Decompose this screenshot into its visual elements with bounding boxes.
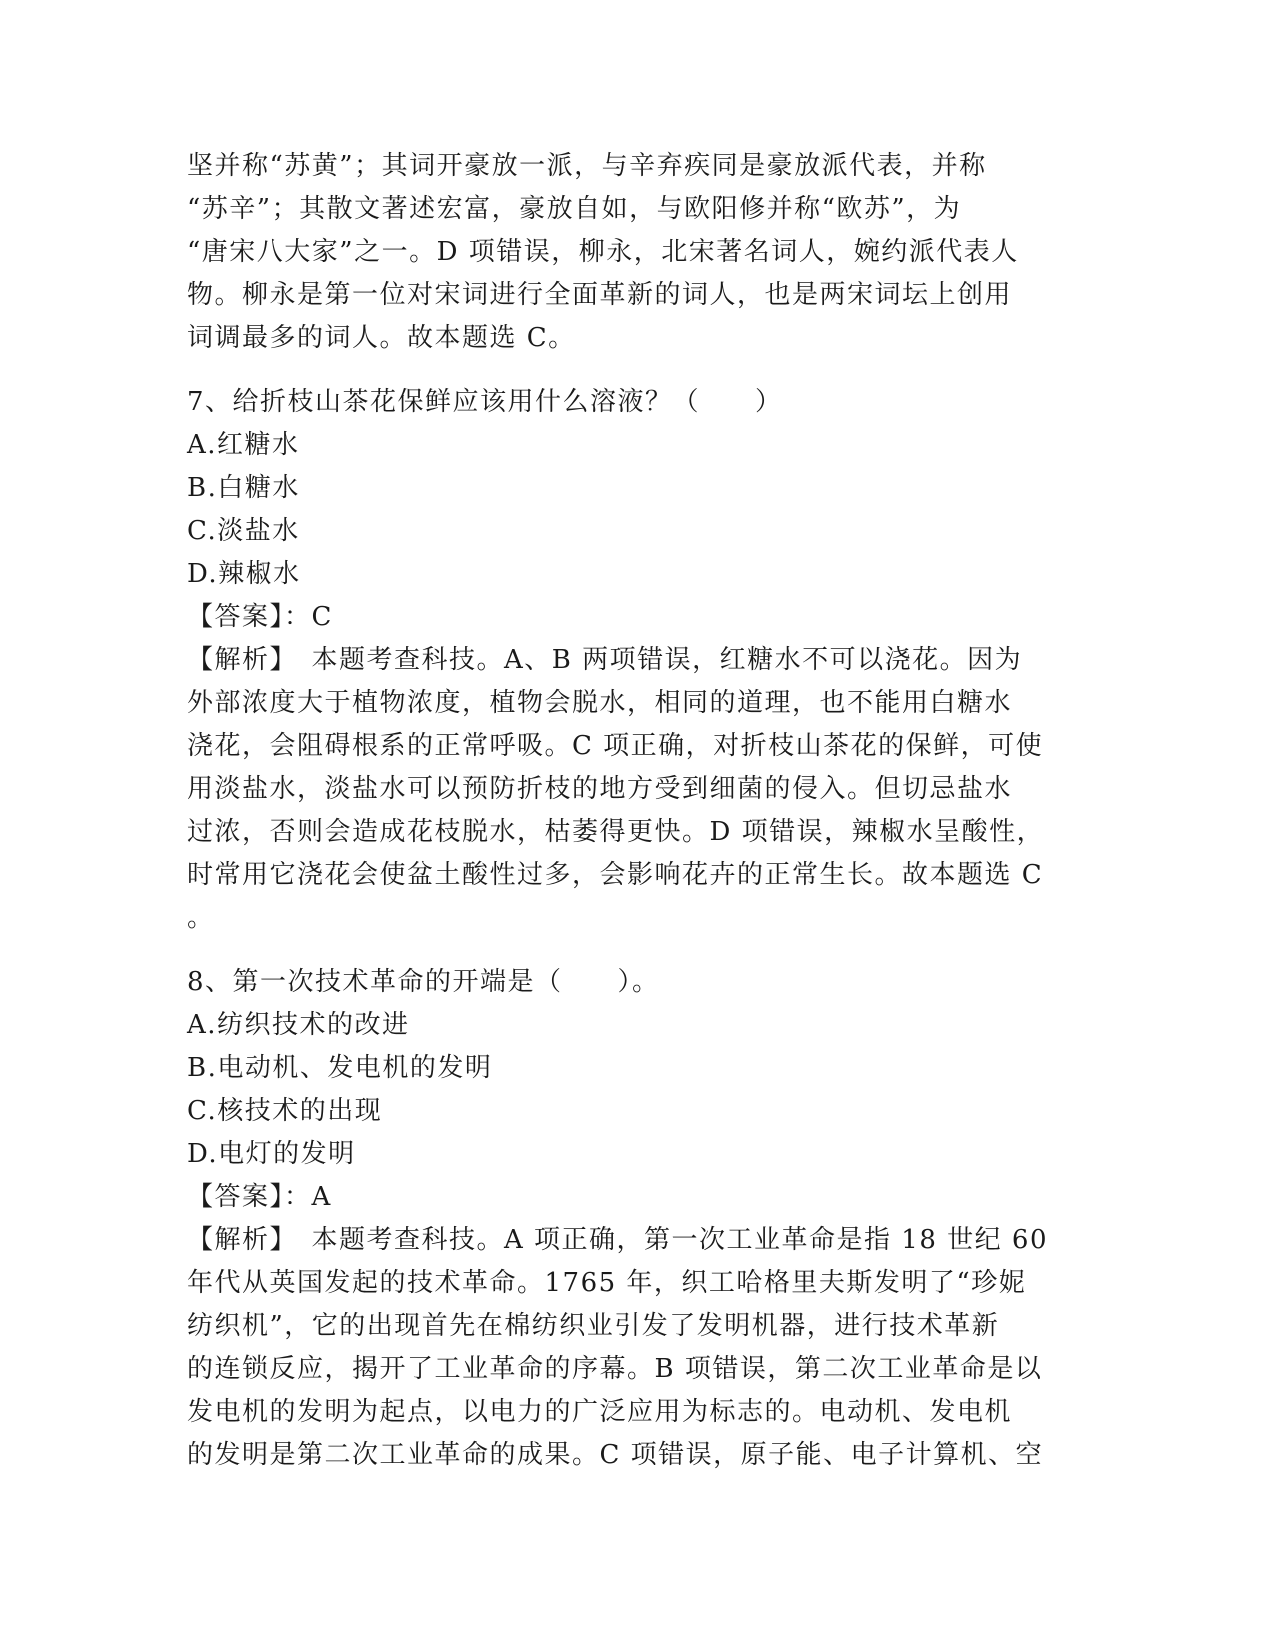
explanation-line: “唐宋八大家”之一。D 项错误，柳永，北宋著名词人，婉约派代表人: [187, 237, 1019, 267]
option-d: D.电灯的发明: [187, 1139, 356, 1169]
explanation-line: 发电机的发明为起点，以电力的广泛应用为标志的。电动机、发电机: [187, 1397, 1013, 1427]
question-8: [187, 961, 1087, 1477]
section-gap: [187, 360, 1087, 381]
explanation-line: 过浓，否则会造成花枝脱水，枯萎得更快。D 项错误，辣椒水呈酸性，: [187, 817, 1045, 847]
explanation-line: 词调最多的词人。故本题选 C。: [187, 323, 576, 353]
explanation-line: 时常用它浇花会使盆土酸性过多，会影响花卉的正常生长。故本题选 C: [187, 860, 1044, 890]
explanation-line: 【解析】 本题考查科技。A、B 两项错误，红糖水不可以浇花。因为: [187, 645, 1023, 675]
question-text: 7、给折枝山茶花保鲜应该用什么溶液？（ ）: [187, 387, 783, 417]
explanation-line: 年代从英国发起的技术革命。1765 年，织工哈格里夫斯发明了“珍妮: [187, 1268, 1027, 1298]
previous-explanation: [187, 145, 1087, 360]
explanation-line: 的发明是第二次工业革命的成果。C 项错误，原子能、电子计算机、空: [187, 1440, 1044, 1470]
explanation-line: 用淡盐水，淡盐水可以预防折枝的地方受到细菌的侵入。但切忌盐水: [187, 774, 1013, 804]
option-c: C.淡盐水: [187, 516, 300, 546]
option-b: B.电动机、发电机的发明: [187, 1053, 493, 1083]
explanation-line: 物。柳永是第一位对宋词进行全面革新的词人，也是两宋词坛上创用: [187, 280, 1013, 310]
explanation-line: “苏辛”；其散文著述宏富，豪放自如，与欧阳修并称“欧苏”，为: [187, 194, 962, 224]
explanation-line: 的连锁反应，揭开了工业革命的序幕。B 项错误，第二次工业革命是以: [187, 1354, 1043, 1384]
option-a: A.纺织技术的改进: [187, 1010, 410, 1040]
explanation-line: 【解析】 本题考查科技。A 项正确，第一次工业革命是指 18 世纪 60: [187, 1225, 1049, 1255]
option-d: D.辣椒水: [187, 559, 301, 589]
page-content: [187, 145, 1087, 1477]
question-7: [187, 381, 1087, 940]
section-gap: [187, 940, 1087, 961]
explanation-line: 浇花，会阻碍根系的正常呼吸。C 项正确，对折枝山茶花的保鲜，可使: [187, 731, 1044, 761]
option-c: C.核技术的出现: [187, 1096, 383, 1126]
question-text: 8、第一次技术革命的开端是（ ）。: [187, 967, 660, 997]
option-b: B.白糖水: [187, 473, 300, 503]
option-a: A.红糖水: [187, 430, 300, 460]
explanation-line: 外部浓度大于植物浓度，植物会脱水，相同的道理，也不能用白糖水: [187, 688, 1013, 718]
answer-line: 【答案】：C: [187, 602, 333, 632]
answer-line: 【答案】：A: [187, 1182, 332, 1212]
explanation-line: 纺织机”，它的出现首先在棉纺织业引发了发明机器，进行技术革新: [187, 1311, 1000, 1341]
explanation-line: 。: [187, 903, 215, 933]
explanation-line: 坚并称“苏黄”；其词开豪放一派，与辛弃疾同是豪放派代表，并称: [187, 151, 987, 181]
